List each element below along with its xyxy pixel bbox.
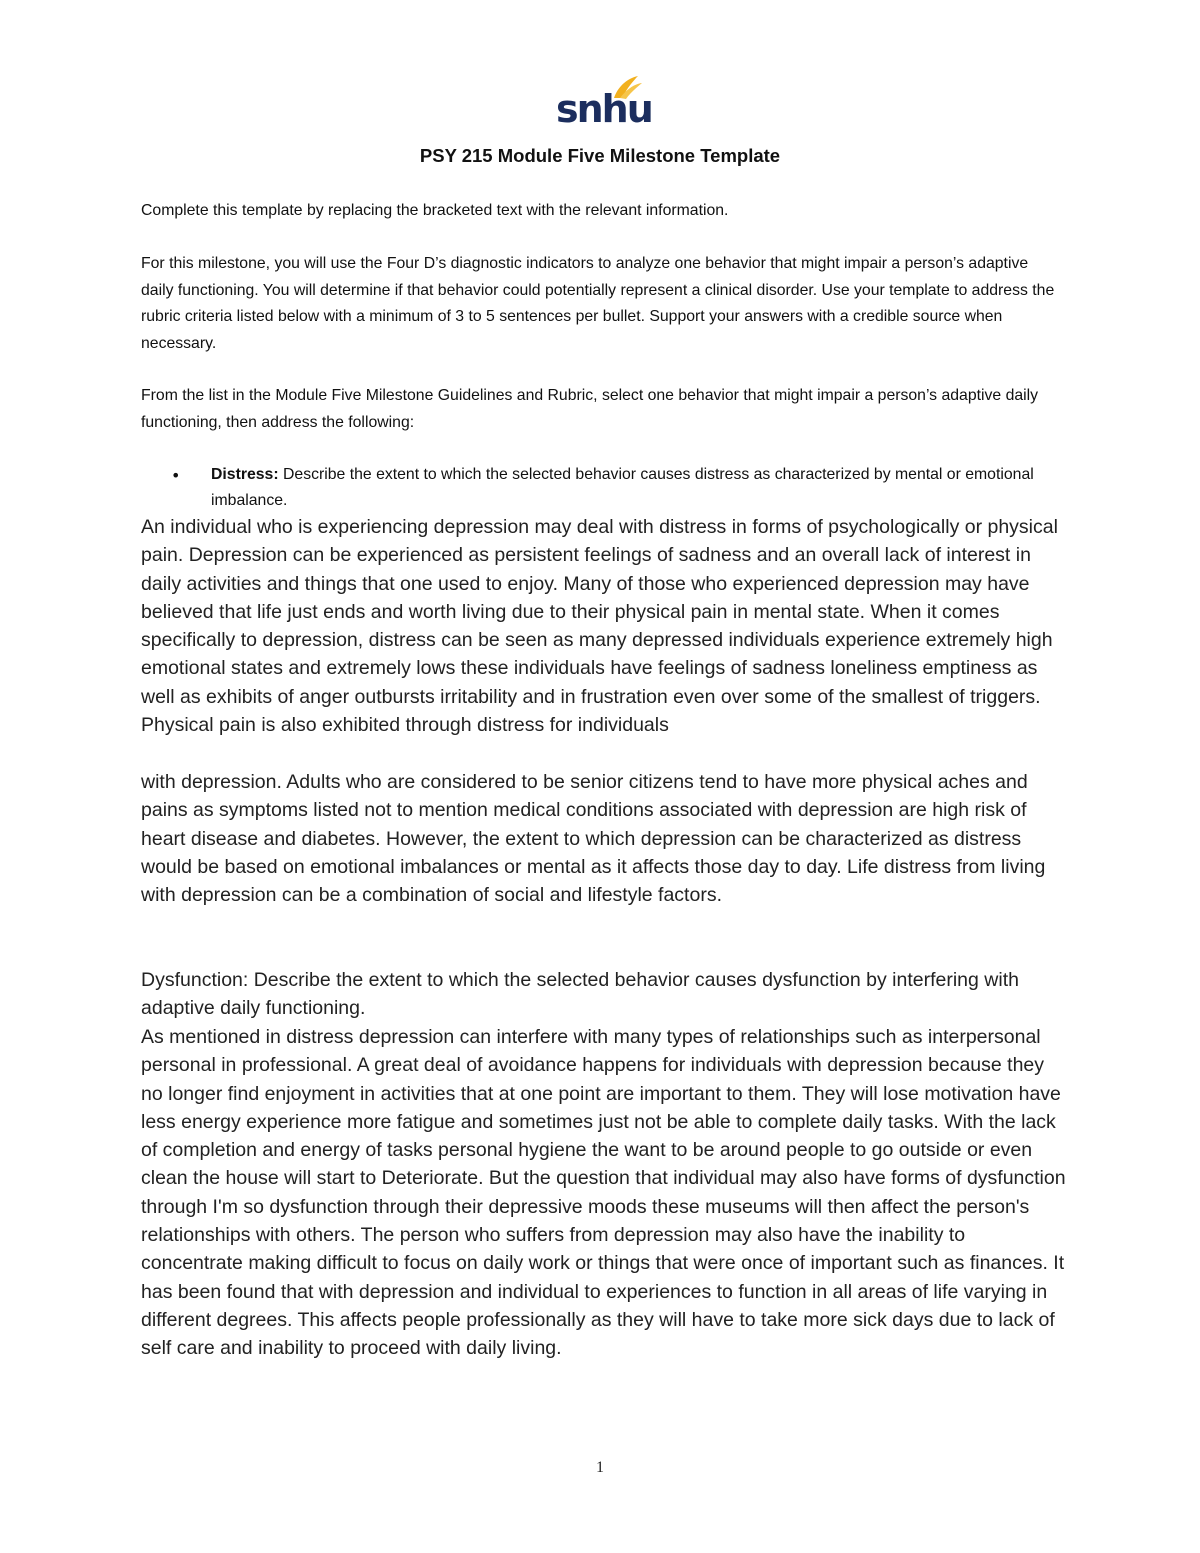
snhu-logo — [556, 72, 652, 132]
milestone-description: For this milestone, you will use the Four D’s diagnostic indicators to analyze one behavior that might impair a person’s adaptive daily functioning. You will determine if that behavior could potentially represent a clinical disorder. Use your template to address the rubric criteria listed below with a minimum of 3 to 5 sentences per bullet. Support your answers with a credible source when necessary. — [141, 255, 1055, 352]
dysfunction-answer: As mentioned in distress depression can interfere with many types of relationships such as interpersonal personal in professional. A great deal of avoidance happens for individuals with depression because they no longer find enjoyment in activities that at one point are important to them. They will lose motivation have less energy experience more fatigue and sometimes just not be able to complete daily tasks. With the lack of completion and energy of tasks personal hygiene the want to be around people to go outside or even clean the house will start to Deteriorate. But the question that individual may also have forms of dysfunction through I'm so dysfunction through their depressive moods these museums will then affect the person's relationships with others. The person who suffers from depression may also have the inability to concentrate making difficult to focus on daily work or things that were once of important such as finances. It has been found that with depression and individual to experiences to function in all areas of life varying in different degrees. This affects people professionally as they will have to take more sick days due to lack of self care and inability to proceed with daily living. — [141, 1026, 1066, 1360]
distress-answer-part-1: An individual who is experiencing depression may deal with distress in forms of psychologically or physical pain. Depression can be experienced as persistent feelings of sadness and an overall lack of interest in daily activities and things that one used to enjoy. Many of those who experienced depression may have believed that life just ends and worth living due to their physical pain in mental state. When it comes specifically to depression, distress can be seen as many depressed individuals experience extremely high emotional states and extremely lows these individuals have feelings of sadness loneliness emptiness as well as exhibits of anger outbursts irritability and in frustration even over some of the smallest of triggers. Physical pain is also exhibited through distress for individuals — [141, 516, 1058, 737]
template-instruction: Complete this template by replacing the bracketed text with the relevant information. — [141, 202, 729, 219]
bullet-marker: • — [171, 466, 181, 485]
distress-label: Distress: — [211, 466, 279, 483]
distress-answer-part-2: with depression. Adults who are considered to be senior citizens tend to have more physical aches and pains as symptoms listed not to mention medical conditions associated with depression are high risk of heart disease and diabetes. However, the extent to which depression can be characterized as distress would be based on emotional imbalances or mental as it affects those day to day. Life distress from living with depression can be a combination of social and lifestyle factors. — [141, 771, 1046, 907]
selection-instruction: From the list in the Module Five Milestone Guidelines and Rubric, select one behavior that might impair a person’s adaptive daily functioning, then address the following: — [141, 387, 1039, 431]
document-title: PSY 215 Module Five Milestone Template — [419, 145, 781, 166]
page-number: 1 — [596, 1459, 604, 1476]
logo-wordmark: snhu — [556, 87, 652, 131]
distress-prompt-text: Describe the extent to which the selected behavior causes distress as characterized by mental or emotional imbalance. — [211, 466, 1034, 509]
distress-prompt — [211, 462, 1061, 514]
dysfunction-heading: Dysfunction: Describe the extent to which the selected behavior causes dysfunction by interfering with adaptive daily functioning. — [141, 969, 1019, 1020]
